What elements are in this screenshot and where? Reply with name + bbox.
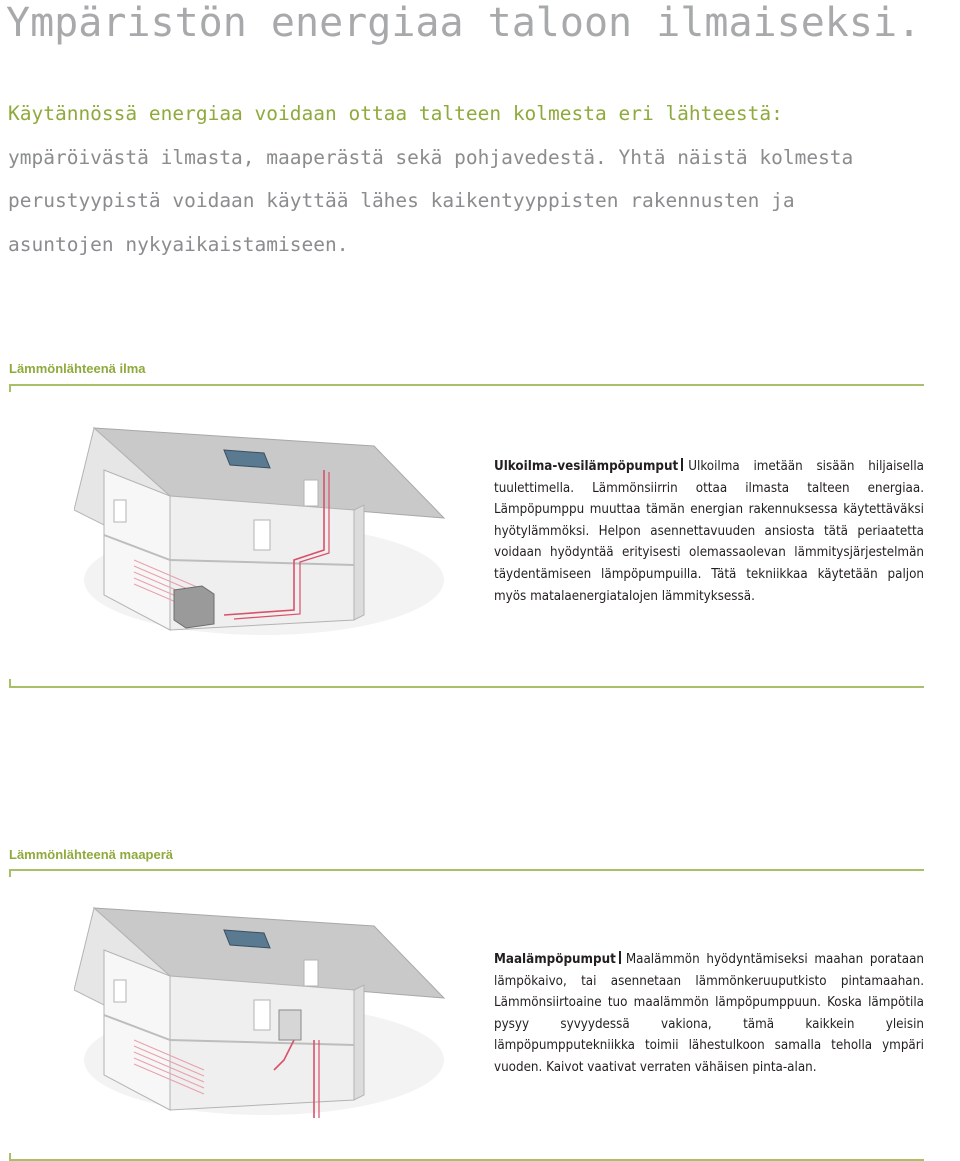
section-divider-top [9, 869, 924, 871]
divider-tick [9, 384, 11, 392]
section-divider-top [9, 384, 924, 386]
section-text-air [494, 456, 924, 607]
section-label-ground: Lämmönlähteenä maaperä [9, 847, 174, 862]
section-title-air: Ulkoilma-vesilämpöpumput [494, 459, 679, 474]
intro-line-2-part-a: ympäröivästä ilmasta, maaperästä sekä pohjavedestä. [8, 145, 607, 169]
intro-line-2-part-b: Yhtä näistä kolmesta [606, 145, 854, 169]
divider-tick [9, 679, 11, 687]
house-illustration-air [74, 410, 454, 640]
intro-line-2 [8, 136, 958, 180]
divider-tick [9, 869, 11, 877]
house-illustration-ground [74, 890, 454, 1120]
intro-line-3: perustyypistä voidaan käyttää lähes kaikentyyppisten rakennusten ja [8, 189, 795, 212]
title-separator [681, 458, 683, 471]
section-label-air: Lämmönlähteenä ilma [9, 361, 146, 376]
section-body-air: Ulkoilma imetään sisään hiljaisella tuulettimella. Lämmönsiirrin ottaa ilmasta talteen energiaa. Lämpöpumppu muuttaa tämän energian rakennuksessa käytettäväksi hyötylämmöksi. Helpon asennettavuuden ansiosta tätä periaatetta voidaan hyödyntää erityisesti olemassaolevan lämmitysjärjestelmän täydentämiseen lämpöpumpuilla. Tätä tekniikkaa käytetään paljon myös matalaenergiatalojen lämmityksessä. [494, 459, 924, 604]
intro-line-1: Käytännössä energiaa voidaan ottaa talteen kolmesta eri lähteestä: [8, 102, 783, 125]
intro-paragraph [8, 92, 958, 266]
intro-line-4: asuntojen nykyaikaistamiseen. [8, 232, 349, 256]
page-headline: Ympäristön energiaa taloon ilmaiseksi. [6, 0, 922, 46]
section-divider-bottom [9, 686, 924, 688]
title-separator [619, 951, 621, 964]
section-body-ground: Maalämmön hyödyntämiseksi maahan porataan lämpökaivo, tai asennetaan lämmönkeruuputkisto pintamaahan. Lämmönsiirtoaine tuo maalämmön lämpöpumppuun. Koska lämpötila pysyy syvyydessä vakiona, tämä kaikkein yleisin lämpöpumpputekniikka toimii lähestulkoon samalla teholla ympäri vuoden. Kaivot vaativat verraten vähäisen pinta-alan. [494, 952, 924, 1075]
section-text-ground [494, 949, 924, 1079]
section-title-ground: Maalämpöpumput [494, 952, 616, 967]
